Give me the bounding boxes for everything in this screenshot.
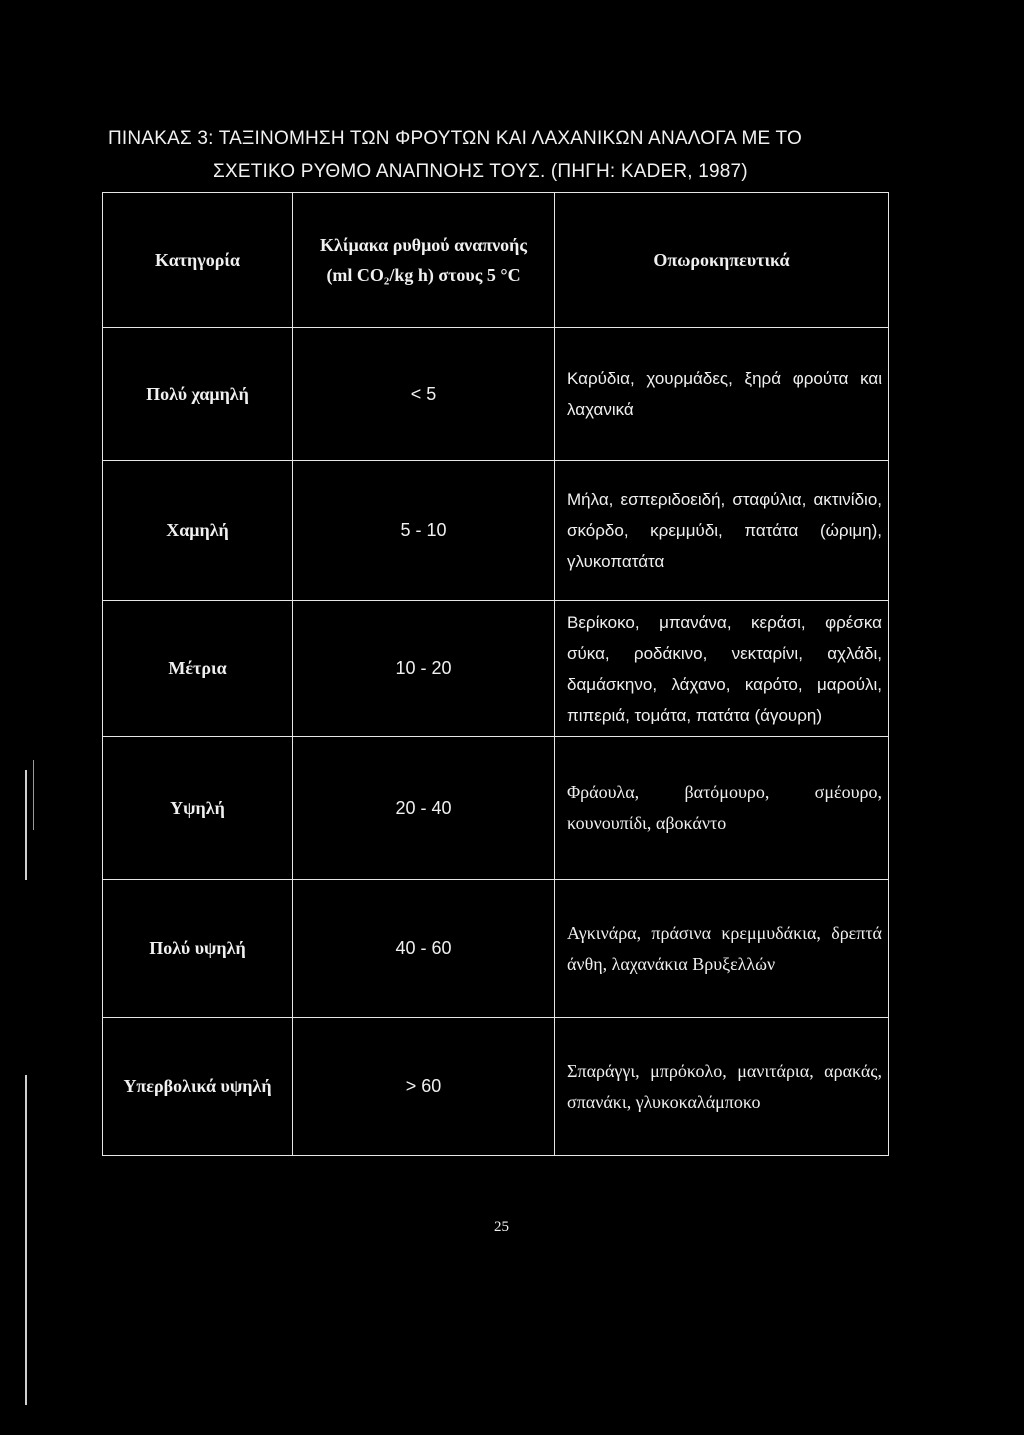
page-number: 25	[494, 1219, 509, 1235]
row-products: Μήλα, εσπεριδοειδή, σταφύλια, ακτινίδιο, σκόρδο, κρεμμύδι, πατάτα (ώριμη), γλυκοπατάτα	[555, 461, 889, 601]
header-rate	[293, 193, 555, 328]
row-category: Πολύ χαμηλή	[103, 328, 293, 461]
caption-line-1: ΠΙΝΑΚΑΣ 3: ΤΑΞΙΝΟΜΗΣΗ ΤΩΝ ΦΡΟΥΤΩΝ ΚΑΙ ΛΑΧΑΝΙΚΩΝ ΑΝΑΛΟΓΑ ΜΕ ΤΟ	[108, 128, 802, 149]
header-category: Κατηγορία	[103, 193, 293, 328]
row-category: Χαμηλή	[103, 461, 293, 601]
table-row	[103, 461, 889, 601]
row-category: Μέτρια	[103, 601, 293, 737]
row-rate: > 60	[293, 1018, 555, 1156]
table-caption	[108, 122, 888, 188]
row-rate: 10 - 20	[293, 601, 555, 737]
row-category: Πολύ υψηλή	[103, 880, 293, 1018]
scan-edge-line	[33, 760, 34, 830]
row-products: Βερίκοκο, μπανάνα, κεράσι, φρέσκα σύκα, ροδάκινο, νεκταρίνι, αχλάδι, δαμάσκηνο, λάχανο, καρότο, μαρούλι, πιπεριά, τομάτα, πατάτα (άγουρη)	[555, 601, 889, 737]
row-products: Αγκινάρα, πράσινα κρεμμυδάκια, δρεπτά άνθη, λαχανάκια Βρυξελλών	[555, 880, 889, 1018]
table-row	[103, 601, 889, 737]
table-header-row	[103, 193, 889, 328]
row-category: Υπερβολικά υψηλή	[103, 1018, 293, 1156]
table-row	[103, 1018, 889, 1156]
respiration-rate-table	[102, 192, 889, 1156]
table-row	[103, 328, 889, 461]
row-products: Καρύδια, χουρμάδες, ξηρά φρούτα και λαχανικά	[555, 328, 889, 461]
row-category: Υψηλή	[103, 737, 293, 880]
caption-line-2: ΣΧΕΤΙΚΟ ΡΥΘΜΟ ΑΝΑΠΝΟΗΣ ΤΟΥΣ. (ΠΗΓΗ: KADER, 1987)	[213, 161, 748, 182]
row-rate: 5 - 10	[293, 461, 555, 601]
row-products: Σπαράγγι, μπρόκολο, μανιτάρια, αρακάς, σπανάκι, γλυκοκαλάμποκο	[555, 1018, 889, 1156]
header-rate-line-1: Κλίμακα ρυθμού αναπνοής	[320, 235, 527, 255]
table-row	[103, 737, 889, 880]
row-products: Φράουλα, βατόμουρο, σμέουρο, κουνουπίδι, αβοκάντο	[555, 737, 889, 880]
row-rate: 40 - 60	[293, 880, 555, 1018]
scan-edge-line	[25, 1075, 27, 1405]
header-rate-line-2: (ml CO₂/kg h) στους 5 °C	[326, 265, 521, 285]
scan-edge-line	[25, 770, 27, 880]
table-row	[103, 880, 889, 1018]
row-rate: < 5	[293, 328, 555, 461]
row-rate: 20 - 40	[293, 737, 555, 880]
header-products: Οπωροκηπευτικά	[555, 193, 889, 328]
